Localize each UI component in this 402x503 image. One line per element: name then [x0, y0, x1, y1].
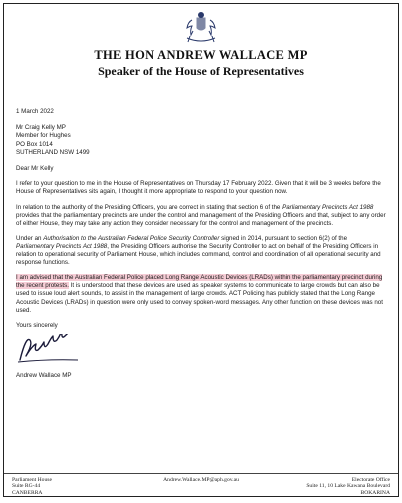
recipient-box: PO Box 1014	[16, 140, 53, 148]
paragraph-3-text: signed in 2014, pursuant to section 6(2) of the	[219, 234, 348, 242]
recipient-address	[16, 124, 386, 157]
footer-line: Electorate Office	[351, 477, 390, 483]
paragraph-2	[16, 204, 386, 228]
recipient-suburb: SUTHERLAND NSW 1499	[16, 148, 90, 156]
footer-electorate-address	[306, 477, 390, 496]
letter-page	[3, 3, 399, 497]
signatory-name: Andrew Wallace MP	[16, 371, 72, 379]
recipient-role: Member for Hughes	[16, 132, 71, 140]
footer-email[interactable]: Andrew.Wallace.MP@aph.gov.au	[163, 477, 239, 483]
authorisation-title: Authorisation to the Australian Federal Police Security Controller	[43, 234, 220, 242]
paragraph-2-text: In relation to the authority of the Presiding Officers, you are correct in stating that section 6 of the	[16, 203, 283, 211]
paragraph-2-text: provides that the parliamentary precincts are under the control and management of the Presiding Officers and that, subject to any order of either House, they may take any action they consider necessary for the control and management of the precincts.	[16, 211, 386, 227]
paragraph-3	[16, 235, 386, 267]
paragraph-3-text: , the Presiding Officers authorise the Security Controller to act on behalf of the Presiding Officers in relation to operational security of Parliament House, which includes command, control and coordination of all operational security and response functions.	[16, 242, 381, 267]
letterhead-name: THE HON ANDREW WALLACE MP	[94, 48, 308, 62]
letter-footer	[4, 473, 398, 496]
letter-date: 1 March 2022	[16, 108, 54, 115]
signature-icon	[16, 334, 86, 368]
paragraph-3-text: Under an	[16, 234, 44, 242]
letterhead	[4, 48, 398, 79]
letter-body	[16, 108, 386, 380]
coat-of-arms-icon	[178, 10, 224, 46]
act-title: Parliamentary Precincts Act 1988	[16, 242, 108, 250]
footer-line: CANBERRA	[12, 489, 43, 496]
act-title: Parliamentary Precincts Act 1988	[282, 203, 374, 211]
paragraph-4	[16, 274, 386, 314]
salutation: Dear Mr Kelly	[16, 165, 54, 173]
paragraph-4-text: It is understood that these devices are used as speaker systems to communicate to large crowds but can also be used to issue loud alert sounds, to assist in the management of large crowds. ACT Policing has publicly stated that the Long Range Acoustic Devices (LRADs) in question were only used to convey spoken-word messages. Any other function on these devices was not used.	[16, 282, 383, 314]
footer-line: Parliament House	[12, 477, 52, 483]
footer-line: Suite RG-44	[12, 483, 41, 490]
letterhead-title: Speaker of the House of Representatives	[98, 64, 304, 78]
closing: Yours sincerely	[16, 321, 58, 329]
paragraph-1: I refer to your question to me in the House of Representatives on Thursday 17 February 2022. Given that it will be 3 weeks before the House of Representatives sits again, I thought it more appropriate to respond to your question now.	[16, 180, 381, 196]
footer-line: BOKARINA	[360, 489, 390, 496]
recipient-name: Mr Craig Kelly MP	[16, 124, 66, 132]
footer-line: Suite 11, 10 Lake Kawana Boulevard	[306, 483, 390, 490]
highlighted-text: I am advised that the Australian Federal Police placed Long Range Acoustic Devices (LRADs) within the parliamentary precinct during the recent protests.	[16, 274, 383, 290]
